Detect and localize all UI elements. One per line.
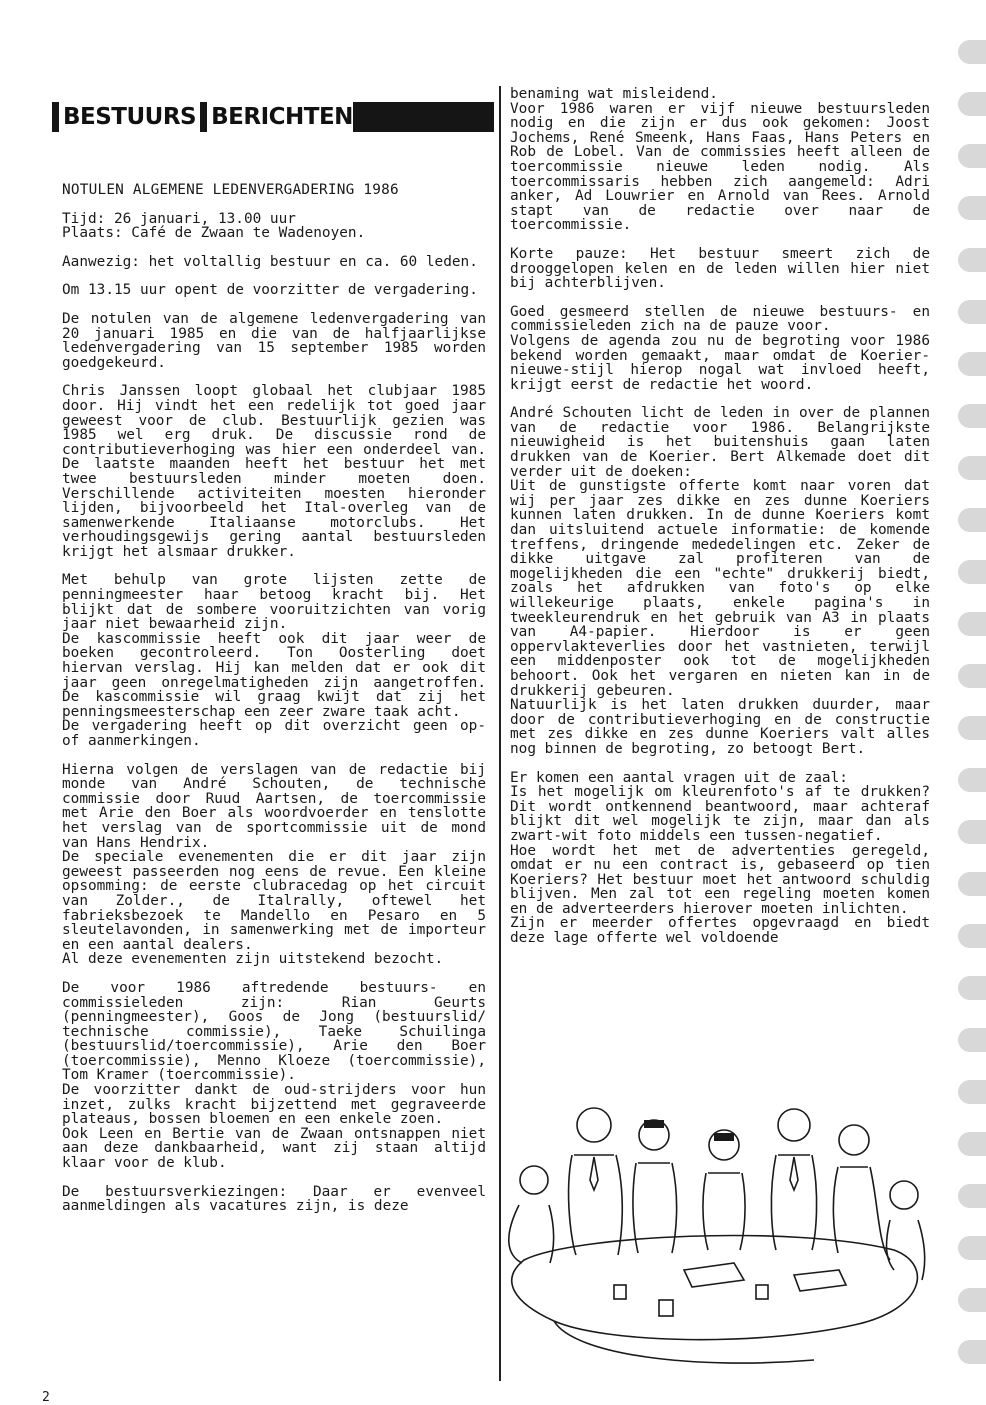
binding-hole-icon [958, 1288, 986, 1312]
paragraph: Goed gesmeerd stellen de nieuwe bestuurs- en commissieleden zich na de pauze voor. Volgens de agenda zou nu de begroting voor 1986 bekend worden gemaakt, maar omdat de Koerier-nieuwe-stijl hierop nogal wat invloed heeft, krijgt eerst de redactie het woord. [510, 303, 930, 393]
binding-hole-icon [958, 92, 986, 116]
article-heading: NOTULEN ALGEMENE LEDENVERGADERING 1986 [62, 182, 399, 198]
binding-hole-icon [958, 716, 986, 740]
masthead-bar-middle [200, 102, 207, 132]
paragraph: Met behulp van grote lijsten zette de penningmeester haar betoog kracht bij. Het blijkt dat de sombere vooruitzichten van vorig jaar niet bewaarheid zijn. De kascommissie heeft ook dit jaar weer de boeken gecontroleerd. Ton Oosterling doet hiervan verslag. Hij kan melden dat er ook dit jaar geen onregelmatigheden zijn aangetroffen. De kascommissie wil graag kwijt dat zij het penningsmeesterschap een zeer zware taak acht. De vergadering heeft op dit overzicht geen op- of aanmerkingen. [62, 572, 486, 749]
binding-hole-icon [958, 664, 986, 688]
page-number: 2 [42, 1390, 50, 1405]
binding-hole-icon [958, 144, 986, 168]
binding-hole-icon [958, 456, 986, 480]
right-column [510, 87, 930, 960]
binding-hole-icon [958, 1184, 986, 1208]
binding-hole-icon [958, 40, 986, 64]
paragraph: De voor 1986 aftredende bestuurs- en commissieleden zijn: Rian Geurts (penningmeester), Goos de Jong (bestuurslid/ technische commissie), Taeke Schuilinga (bestuurslid/toercommissie), Arie den Boer (toercommissie), Menno Kloeze (toercommissie), Tom Kramer (toercommissie). De voorzitter dankt de oud-strijders voor hun inzet, zulks kracht bijzettend met gegraveerde plateaus, bossen bloemen en een enkele zoen. Ook Leen en Bertie van de Zwaan ontsnappen niet aan deze dankbaarheid, want zij staan altijd klaar voor de klub. [62, 979, 486, 1172]
paragraph: Er komen een aantal vragen uit de zaal: Is het mogelijk om kleurenfoto's af te drukken? Dit wordt ontkennend beantwoord, maar achteraf blijkt dit wel mogelijk te zijn, maar dan als zwart-wit foto middels een tussen-negatief. Hoe wordt het met de advertenties geregeld, omdat er nu een contract is, gebaseerd op tien Koeriers? Het bestuur moet het antwoord schuldig blijven. Men zal tot een regeling moeten komen en de adverteerders hierover moeten inlichten. Zijn er meerder offertes opgevraagd en biedt deze lage offerte wel voldoende [510, 769, 930, 947]
paragraph: Hierna volgen de verslagen van de redactie bij monde van André Schouten, de technische commissie door Ruud Aartsen, de toercommissie met Arie den Boer als woordvoerder en tenslotte het verslag van de sportcommissie uit de mond van Hans Hendrix. De speciale evenementen die er dit jaar zijn geweest passeerden nog eens de revue. Een kleine opsomming: de eerste clubracedag op het circuit van Zolder., de Italrally, oftewel het fabrieksbezoek te Mandello en Pesaro en 5 sleutelavonden, in samenwerking met de importeur en een aantal dealers. Al deze evenementen zijn uitstekend bezocht. [62, 761, 486, 968]
spiral-binding [956, 30, 986, 1402]
binding-hole-icon [958, 768, 986, 792]
masthead [52, 100, 494, 134]
binding-hole-icon [958, 1236, 986, 1260]
binding-hole-icon [958, 612, 986, 636]
binding-hole-icon [958, 248, 986, 272]
binding-hole-icon [958, 404, 986, 428]
binding-hole-icon [958, 872, 986, 896]
paragraph: Chris Janssen loopt globaal het clubjaar 1985 door. Hij vindt het een redelijk tot goed jaar geweest voor de club. Bestuurlijk gezien was 1985 wel erg druk. De discussie rond de contributieverhoging was hier een onderdeel van. De laatste maanden heeft het bestuur het met twee bestuursleden minder moeten doen. Verschillende activiteiten moesten hieronder lijden, bijvoorbeeld het Ital-overleg van de samenwerkende Italiaanse motorclubs. Het verhoudingsgewijs gering aantal bestuursleden krijgt het alsmaar drukker. [62, 383, 486, 560]
paragraph: Om 13.15 uur opent de voorzitter de vergadering. [62, 282, 478, 299]
binding-hole-icon [958, 924, 986, 948]
binding-hole-icon [958, 300, 986, 324]
left-column [62, 183, 486, 1228]
paragraph: Aanwezig: het voltallig bestuur en ca. 60 leden. [62, 253, 478, 270]
masthead-bar-left [52, 102, 59, 132]
paragraph: Tijd: 26 januari, 13.00 uur Plaats: Café de Zwaan te Wadenoyen. [62, 210, 366, 242]
paragraph: benaming wat misleidend. Voor 1986 waren er vijf nieuwe bestuursleden nodig en die zijn er dus ook gekomen: Joost Jochems, René Smeenk, Hans Faas, Hans Peters en Rob de Lobel. Van de commissies heeft alleen de toercommissie nieuwe leden nodig. Als toercommissaris hebben zich aangemeld: Adri anker, Ad Louwrier en Arnold van Rees. Arnold stapt van de redactie over naar de toercommissie. [510, 86, 930, 234]
binding-hole-icon [958, 976, 986, 1000]
paragraph: De bestuursverkiezingen: Daar er evenveel aanmeldingen als vacatures zijn, is deze [62, 1183, 486, 1215]
binding-hole-icon [958, 352, 986, 376]
binding-hole-icon [958, 1132, 986, 1156]
masthead-title-2: BERICHTEN [211, 104, 353, 130]
binding-hole-icon [958, 820, 986, 844]
meeting-table-drawing-icon [494, 1085, 934, 1380]
binding-hole-icon [958, 1028, 986, 1052]
paragraph: Korte pauze: Het bestuur smeert zich de drooggelopen kelen en de leden willen hier niet bij achterblijven. [510, 245, 930, 292]
paragraph: André Schouten licht de leden in over de plannen van de redactie voor 1986. Belangrijkste nieuwigheid is het buitenshuis gaan laten drukken van de Koerier. Bert Alkemade doet dit verder uit de doeken: Uit de gunstigste offerte komt naar voren dat wij per jaar zes dikke en zes dunne Koeriers kunnen laten drukken. In de dunne Koeriers komt dan uitsluitend actuele informatie: de komende treffens, dringende mededelingen etc. Zeker de dikke uitgave zal profiteren van de mogelijkheden die een "echte" drukkerij biedt, zoals het afdrukken van foto's op elke willekeurige plaats, enkele pagina's in tweekleurendruk en het gebruik van A3 in plaats van A4-papier. Hierdoor is er geen oppervlakteverlies door het vastnieten, terwijl een middenposter ook tot de mogelijkheden behoort. Ook het vergaren en nieten kan in de drukkerij gebeuren. Natuurlijk is het laten drukken duurder, maar door de contributieverhoging en de constructie met zes dikke en zes dunne Koeriers valt alles nog binnen de begroting, zo betoogt Bert. [510, 405, 930, 757]
paragraph: De notulen van de algemene ledenvergadering van 20 januari 1985 en die van de halfjaarlijkse ledenvergadering van 15 september 1985 worden goedgekeurd. [62, 310, 486, 371]
masthead-bar-right [353, 102, 494, 132]
binding-hole-icon [958, 560, 986, 584]
binding-hole-icon [958, 1080, 986, 1104]
masthead-title: BESTUURS [63, 104, 197, 130]
binding-hole-icon [958, 196, 986, 220]
binding-hole-icon [958, 508, 986, 532]
binding-hole-icon [958, 1340, 986, 1364]
